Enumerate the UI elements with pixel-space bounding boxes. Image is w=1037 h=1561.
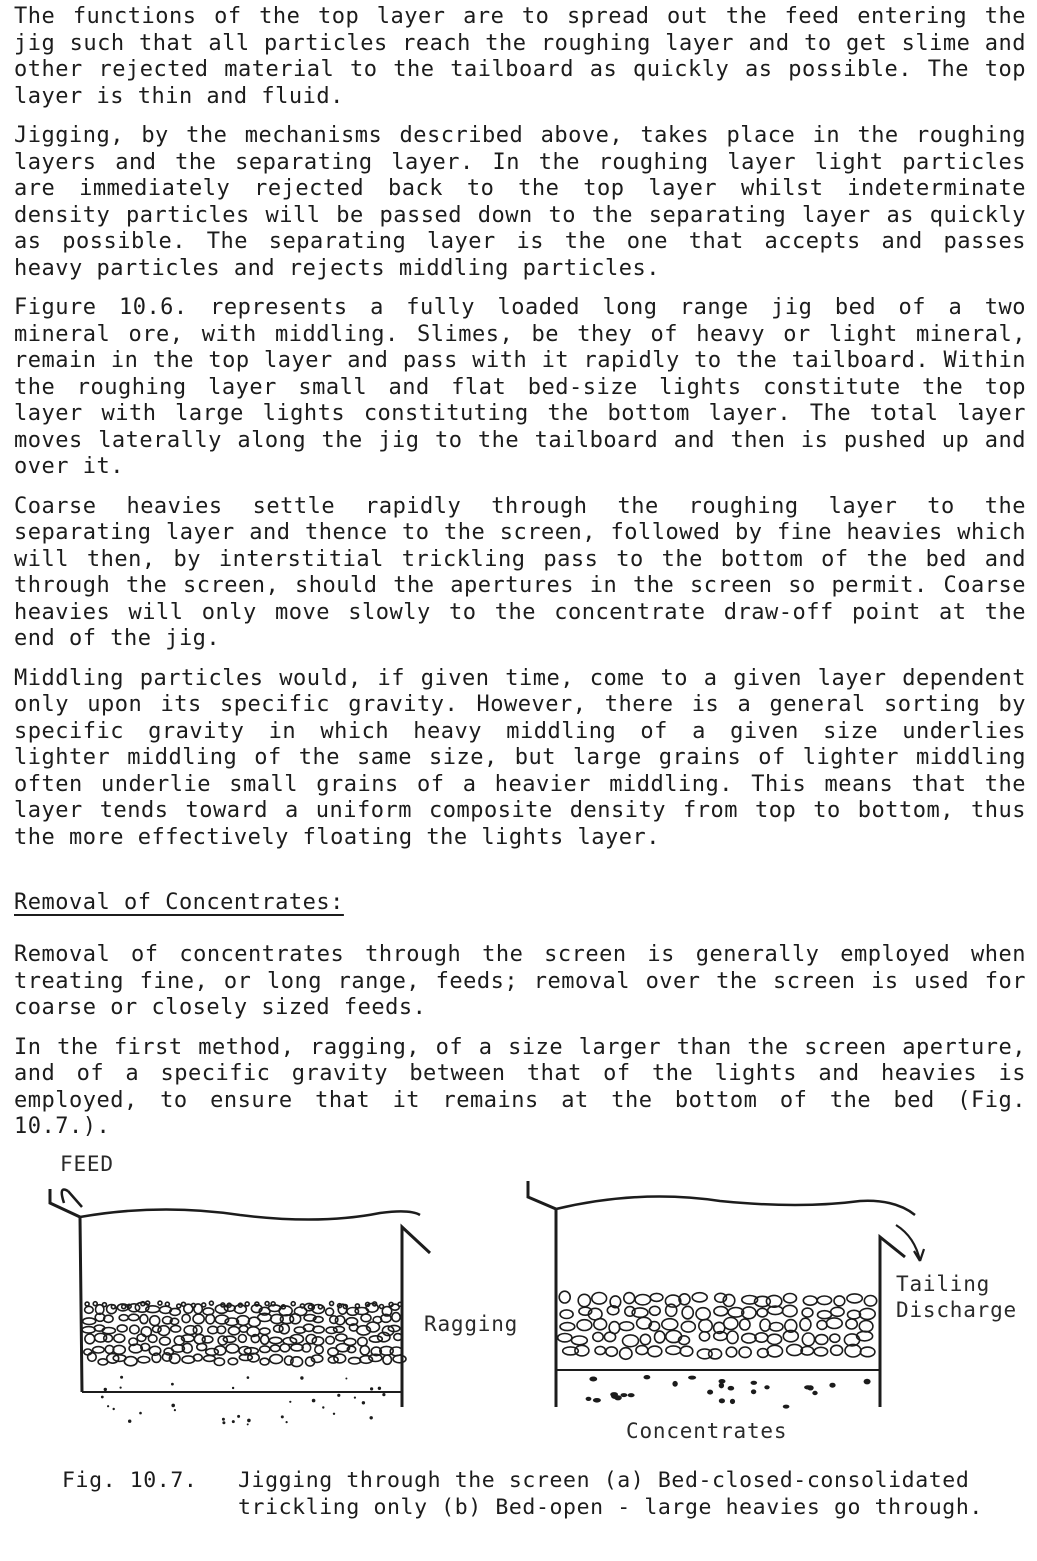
surface-dot	[355, 1304, 359, 1308]
paragraph-removal-methods: Removal of concentrates through the screen is generally employed when treating fine, or long range, feeds; removal over the screen is used for coarse or closely sized feeds.	[14, 942, 1026, 1020]
bed-particle	[784, 1294, 797, 1303]
fine-particle	[174, 1409, 176, 1411]
bed-particle	[649, 1306, 660, 1315]
paragraph-top-layer: The functions of the top layer are to spread out the feed entering the jig such that all particles reach the roughing layer and to get slime and other rejected material to the tailboard as quickly as possible. The top layer is thin and fluid.	[14, 4, 1026, 109]
ragging-particle	[171, 1326, 181, 1333]
heavy-particle	[672, 1381, 677, 1387]
fine-particle	[237, 1415, 240, 1418]
bed-particle	[857, 1331, 873, 1341]
bed-particle	[714, 1307, 728, 1316]
surface-dot	[102, 1303, 106, 1307]
ragging-particle	[238, 1335, 246, 1343]
fine-particle	[107, 1405, 109, 1407]
surface-dot	[111, 1305, 115, 1309]
surface-dot	[265, 1302, 269, 1306]
bed-particle	[619, 1322, 633, 1331]
bed-particle	[846, 1319, 857, 1329]
surface-dot	[300, 1304, 304, 1308]
fine-particle	[337, 1394, 340, 1397]
figure-caption	[62, 1467, 983, 1521]
surface-dot	[398, 1302, 402, 1306]
surface-dot	[177, 1304, 181, 1308]
ragging-particle	[102, 1328, 115, 1334]
ragging-particle	[312, 1337, 323, 1345]
ragging-particle	[83, 1318, 96, 1325]
surface-dot	[330, 1301, 334, 1305]
bed-particle	[604, 1332, 615, 1341]
ragging-particle	[202, 1336, 213, 1343]
heavy-particle	[621, 1393, 628, 1397]
jig-diagram-b	[528, 1181, 924, 1407]
caption-line-2: trickling only (b) Bed-open - large heavies go through.	[238, 1495, 983, 1520]
surface-dot	[181, 1302, 185, 1306]
fine-particle	[378, 1387, 381, 1390]
bed-particle	[648, 1346, 662, 1357]
bed-particle	[558, 1334, 572, 1342]
heavy-particle	[688, 1376, 696, 1380]
fine-particle	[222, 1418, 225, 1421]
bed-particle	[593, 1332, 603, 1341]
bed-particle	[783, 1305, 798, 1316]
fine-particle	[333, 1413, 335, 1415]
bed-particle	[802, 1308, 813, 1317]
ragging-particle	[160, 1337, 171, 1345]
ragging-particle	[193, 1354, 202, 1361]
ragging-particle	[349, 1357, 361, 1364]
bed-particle	[767, 1334, 781, 1344]
surface-dot	[343, 1305, 347, 1309]
caption-line-1: Jigging through the screen (a) Bed-closed-consolidated	[238, 1468, 970, 1493]
ragging-particle	[260, 1346, 270, 1353]
bed-particle	[831, 1345, 843, 1355]
surface-dot	[141, 1302, 145, 1306]
tailing-discharge-arrow	[896, 1225, 924, 1261]
ragging-particle	[306, 1335, 316, 1344]
surface-dot	[85, 1302, 89, 1306]
bed-particle	[740, 1319, 750, 1330]
bed-particle	[817, 1320, 827, 1329]
heavy-particle	[589, 1377, 597, 1382]
surface-dot	[380, 1304, 384, 1308]
ragging-particle	[326, 1308, 334, 1315]
figure-10-7	[0, 1145, 1037, 1555]
ragging-particle	[193, 1314, 204, 1324]
bed-particle	[640, 1334, 650, 1344]
ragging-particle	[104, 1335, 113, 1342]
bed-particle	[666, 1304, 677, 1316]
bed-particle	[650, 1293, 663, 1301]
fine-particle	[104, 1388, 107, 1391]
paragraph-coarse-heavies: Coarse heavies settle rapidly through the roughing layer to the separating layer and thence to the screen, followed by fine heavies which will then, by interstitial trickling pass to the bottom of the bed and through the screen, should the apertures in the screen so permit. Coarse heavies will only move slowly to the concentrate draw-off point at the end of the jig.	[14, 493, 1026, 651]
ragging-particle	[150, 1316, 160, 1326]
jig-a-left-wall	[50, 1189, 82, 1392]
surface-dot	[158, 1301, 162, 1305]
ragging-particle	[82, 1327, 95, 1333]
fine-particle	[300, 1376, 303, 1379]
bed-particle	[848, 1310, 861, 1319]
bed-particle	[767, 1345, 782, 1357]
fine-particle	[247, 1419, 251, 1423]
fine-particle	[247, 1376, 250, 1379]
heavy-particle	[812, 1391, 817, 1395]
ragging-particle	[335, 1316, 344, 1325]
fine-particle	[101, 1396, 104, 1399]
heavy-particle	[728, 1386, 735, 1391]
ragging-particle	[261, 1335, 269, 1344]
ragging-particle	[290, 1314, 301, 1324]
ragging-particle	[137, 1334, 146, 1341]
fine-particle	[171, 1404, 175, 1408]
ragging-particle	[214, 1346, 225, 1355]
ragging-particle	[383, 1355, 392, 1364]
ragging-particle	[158, 1326, 170, 1336]
paragraph-jigging-mechanisms: Jigging, by the mechanisms described above, takes place in the roughing layers and the separating layer. In the roughing layer light particles are immediately rejected back to the top layer whilst indeterminate density particles will be passed down to the separating layer as quickly as possible. The separating layer is the one that accepts and passes heavy particles and rejects middling particles.	[14, 123, 1026, 281]
ragging-particle	[182, 1314, 190, 1322]
discharge-label: Discharge	[896, 1298, 1017, 1322]
ragging-particle	[393, 1355, 406, 1363]
bed-particle	[817, 1296, 831, 1305]
surface-dot	[122, 1305, 126, 1309]
surface-dot	[291, 1302, 295, 1306]
bed-particle	[826, 1318, 842, 1329]
ragging-particle	[313, 1326, 324, 1333]
surface-dot	[318, 1305, 322, 1309]
heavy-particle	[807, 1385, 813, 1390]
bed-particle	[814, 1347, 827, 1356]
bed-particle	[575, 1345, 589, 1356]
bed-particle	[577, 1320, 592, 1331]
bed-particle	[739, 1347, 751, 1358]
jig-b-left-wall	[528, 1181, 556, 1407]
open-bed-particles-b	[558, 1291, 877, 1359]
ragging-particle	[260, 1358, 269, 1365]
fine-particle	[312, 1399, 316, 1403]
ragging-particle	[271, 1345, 280, 1352]
ragging-particle	[326, 1327, 337, 1333]
ragging-particle	[129, 1314, 139, 1320]
bed-particle	[859, 1308, 875, 1319]
ragging-particle	[197, 1343, 207, 1350]
fine-particle	[370, 1416, 373, 1419]
heavy-particle	[719, 1398, 725, 1403]
ragging-particle	[204, 1355, 216, 1361]
jig-diagram-a	[50, 1189, 430, 1407]
feed-label: FEED	[60, 1152, 114, 1176]
ragging-particle	[270, 1355, 283, 1364]
ragging-particle	[193, 1326, 202, 1335]
heavy-particle	[751, 1389, 756, 1394]
fine-particle	[113, 1408, 115, 1410]
heavy-particle	[707, 1390, 713, 1395]
bed-particle	[800, 1318, 811, 1330]
fine-particle	[281, 1415, 284, 1418]
ragging-particle	[224, 1305, 235, 1311]
ragging-particle	[130, 1325, 139, 1334]
surface-dot	[146, 1301, 150, 1305]
bed-particle	[592, 1293, 607, 1305]
bed-particle	[755, 1333, 768, 1342]
surface-dot	[308, 1305, 312, 1309]
bed-particle	[623, 1335, 639, 1347]
ragging-particle	[358, 1337, 367, 1346]
tailing-label: Tailing	[896, 1272, 991, 1296]
fine-particle	[362, 1401, 365, 1404]
fine-particle	[139, 1412, 142, 1415]
bed-particle	[681, 1321, 695, 1332]
fine-particle	[120, 1387, 122, 1389]
bed-particle	[760, 1319, 770, 1331]
heavy-particle	[730, 1399, 735, 1404]
concentrates-label: Concentrates	[626, 1419, 788, 1443]
ragging-particle	[85, 1306, 94, 1313]
surface-dot	[165, 1302, 169, 1306]
surface-dot	[93, 1302, 97, 1306]
bed-particle	[715, 1293, 727, 1302]
bed-particle	[620, 1348, 632, 1360]
bed-particle	[831, 1307, 844, 1316]
bed-particle	[860, 1347, 875, 1357]
ragging-particle	[228, 1358, 237, 1365]
fine-particle	[247, 1423, 249, 1425]
ragging-particle	[140, 1315, 148, 1324]
fine-particle	[382, 1393, 385, 1396]
bed-particle	[830, 1334, 840, 1342]
bed-particle	[578, 1294, 590, 1306]
bed-particle	[559, 1291, 570, 1303]
paragraph-figure-10-6: Figure 10.6. represents a fully loaded long range jig bed of a two mineral ore, with middling. Slimes, be they of heavy or light mineral, remain in the top layer and pass with it rapidly to the tailboard. Within the roughing layer small and flat bed-size lights constitute the top layer with large lights constituting the bottom layer. The total layer moves laterally along the jig to the tailboard and then is pushed up and over it.	[14, 295, 1026, 479]
bed-particle	[560, 1323, 575, 1331]
bed-particle	[818, 1311, 832, 1319]
surface-dot	[209, 1301, 213, 1305]
heavy-particle	[719, 1379, 726, 1384]
ragging-particle	[326, 1336, 335, 1344]
heavy-particle	[783, 1405, 790, 1409]
ragging-particle	[392, 1313, 400, 1322]
bed-particle	[726, 1347, 737, 1357]
bed-particle	[727, 1331, 738, 1344]
bed-particle	[803, 1296, 817, 1305]
jig-a-water-surface	[80, 1209, 420, 1219]
jig-diagrams	[0, 1145, 1037, 1465]
fine-particle	[322, 1406, 324, 1408]
bed-particle	[864, 1296, 876, 1307]
bed-particle	[709, 1349, 722, 1359]
ragging-particle	[214, 1358, 224, 1366]
ragging-particle	[228, 1327, 239, 1335]
paragraph-first-method-ragging: In the first method, ragging, of a size larger than the screen aperture, and of a specific gravity between that of the lights and heavies is employed, to ensure that it remains at the bottom of the bed (Fig. 10.7.).	[14, 1034, 1026, 1139]
ragging-particle	[223, 1336, 236, 1342]
bed-particle	[606, 1347, 618, 1356]
ragging-particle	[113, 1345, 125, 1354]
ragging-particle	[117, 1325, 127, 1332]
bed-particle	[595, 1346, 605, 1354]
surface-dot	[191, 1303, 195, 1307]
fine-particle	[345, 1378, 347, 1380]
bed-particle	[692, 1293, 707, 1302]
surface-dot	[202, 1303, 206, 1307]
ragging-particle	[93, 1347, 105, 1353]
bed-particle	[682, 1306, 693, 1319]
fine-particle	[354, 1397, 356, 1399]
bed-particle	[594, 1319, 607, 1330]
bed-particle	[572, 1336, 588, 1345]
ragging-particle	[334, 1326, 345, 1332]
fine-particle	[128, 1420, 131, 1423]
bed-particle	[662, 1319, 678, 1330]
bed-particle	[802, 1333, 814, 1346]
bed-particle	[847, 1294, 862, 1303]
heavy-particle	[751, 1381, 758, 1385]
fine-particle	[370, 1387, 373, 1390]
section-heading-removal-of-concentrates: Removal of Concentrates:	[14, 890, 344, 915]
heavy-particle	[614, 1395, 622, 1400]
heavy-particle	[586, 1397, 592, 1401]
heavy-particle	[764, 1385, 769, 1389]
bed-particle	[787, 1344, 803, 1355]
ragging-particle	[279, 1324, 289, 1334]
surface-dot	[271, 1302, 275, 1306]
heavy-particle	[864, 1379, 871, 1385]
fine-particle	[289, 1401, 291, 1403]
ragging-particle	[259, 1328, 270, 1334]
ragging-particle	[360, 1346, 369, 1355]
ragging-particle	[291, 1344, 303, 1351]
trickling-fines-a	[101, 1376, 386, 1426]
ragging-particle	[114, 1334, 125, 1342]
bed-particle	[757, 1308, 767, 1317]
document-page	[14, 4, 1026, 1154]
surface-dot	[389, 1302, 393, 1306]
fine-particle	[171, 1383, 174, 1386]
fine-particle	[120, 1376, 123, 1379]
bed-particle	[699, 1332, 709, 1341]
bed-particle	[834, 1296, 845, 1306]
bed-particle	[680, 1346, 693, 1356]
bed-particle	[624, 1293, 635, 1304]
ragging-particle	[361, 1314, 371, 1322]
bed-particle	[636, 1346, 648, 1355]
ragging-bed-a	[82, 1301, 406, 1367]
bed-particle	[635, 1295, 650, 1305]
bed-particle	[724, 1318, 738, 1330]
ragging-particle	[206, 1314, 215, 1324]
ragging-particle	[85, 1334, 95, 1344]
figure-number: Fig. 10.7.	[62, 1468, 198, 1493]
bed-particle	[655, 1331, 665, 1343]
ragging-particle	[234, 1305, 246, 1314]
ragging-particle	[124, 1357, 137, 1366]
ragging-particle	[119, 1315, 128, 1321]
fine-particle	[232, 1420, 235, 1423]
ragging-particle	[226, 1344, 239, 1353]
ragging-particle	[280, 1344, 290, 1352]
bed-particle	[699, 1319, 712, 1332]
heavy-particle	[593, 1398, 601, 1403]
heavy-particle	[644, 1375, 651, 1379]
bed-particle	[859, 1321, 873, 1332]
ragging-label: Ragging	[424, 1312, 519, 1336]
paragraph-middling-particles: Middling particles would, if given time, come to a given layer dependent only upon its specific gravity. However, there is a general sorting by specific gravity in which heavy middling of a given size underlies lighter middling of the same size, but large grains of lighter middling often underlie small grains of a heavier middling. This means that the layer tends toward a uniform composite density from top to bottom, thus the more effectively floating the lights layer.	[14, 665, 1026, 850]
large-heavies-through-b	[586, 1375, 871, 1409]
ragging-particle	[138, 1357, 150, 1363]
surface-dot	[245, 1302, 249, 1306]
heavy-particle	[628, 1393, 635, 1397]
bed-particle	[696, 1308, 710, 1320]
bed-particle	[742, 1333, 756, 1343]
bed-particle	[560, 1310, 573, 1319]
fine-particle	[232, 1387, 234, 1389]
ragging-particle	[148, 1335, 157, 1343]
fine-particle	[286, 1421, 288, 1423]
ragging-particle	[274, 1325, 283, 1332]
bed-particle	[769, 1323, 783, 1332]
bed-particle	[815, 1335, 828, 1345]
ragging-particle	[334, 1354, 346, 1363]
ragging-particle	[269, 1337, 282, 1343]
jig-b-water-surface	[556, 1197, 915, 1216]
bed-particle	[666, 1346, 681, 1355]
ragging-particle	[315, 1345, 323, 1353]
feed-arrow	[62, 1190, 82, 1208]
heavy-particle	[829, 1383, 835, 1388]
fine-particle	[222, 1421, 225, 1424]
